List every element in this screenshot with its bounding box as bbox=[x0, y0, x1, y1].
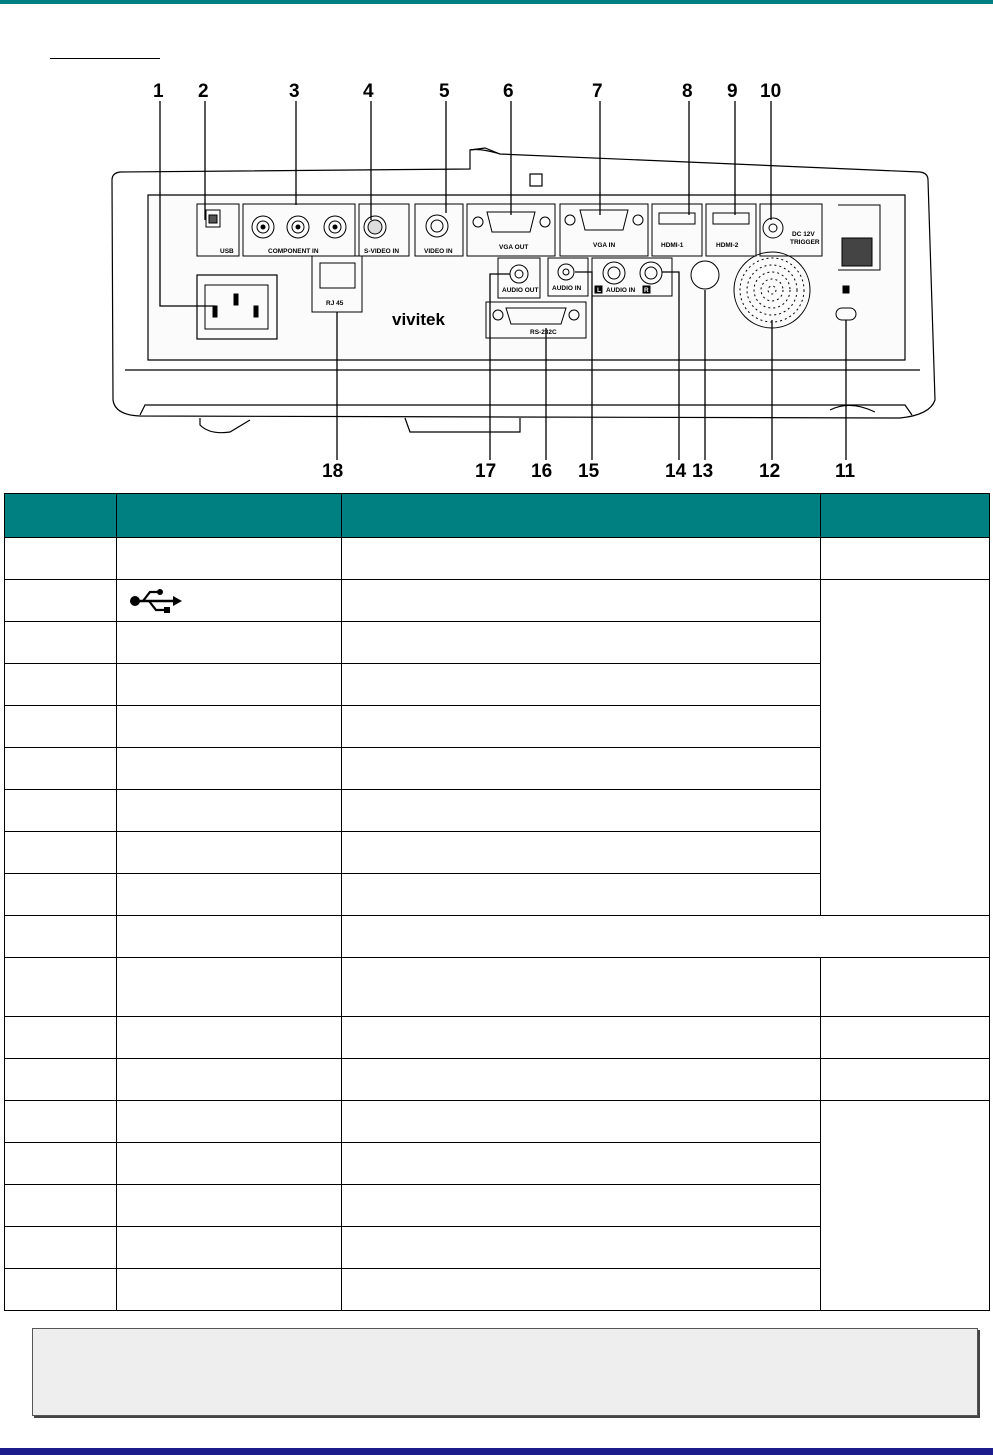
table-header-row bbox=[5, 494, 990, 538]
callout-12: 12 bbox=[759, 461, 781, 482]
brand-logo: vivitek bbox=[392, 310, 445, 329]
usb-icon-cell bbox=[117, 580, 342, 622]
callout-2: 2 bbox=[198, 81, 209, 102]
label-component: COMPONENT IN bbox=[268, 248, 319, 255]
label-dc1: DC 12V bbox=[792, 231, 815, 238]
table-row bbox=[5, 1017, 990, 1059]
header-cell bbox=[342, 494, 821, 538]
callout-4: 4 bbox=[363, 81, 374, 102]
callout-6: 6 bbox=[503, 81, 514, 102]
label-hdmi2: HDMI-2 bbox=[716, 242, 739, 249]
callout-18: 18 bbox=[322, 461, 344, 482]
header-cell bbox=[5, 494, 117, 538]
label-audio-in-lr: AUDIO IN bbox=[606, 287, 636, 294]
callouts-top bbox=[153, 81, 781, 102]
label-vga-in: VGA IN bbox=[593, 242, 616, 249]
callout-8: 8 bbox=[682, 81, 693, 102]
callout-11: 11 bbox=[835, 461, 856, 482]
callout-10: 10 bbox=[760, 81, 782, 102]
table-row bbox=[5, 538, 990, 580]
footer-rule bbox=[0, 1448, 993, 1455]
callout-1: 1 bbox=[153, 81, 164, 102]
callout-9: 9 bbox=[727, 81, 738, 102]
label-lr-left: L bbox=[597, 287, 601, 294]
projector-rear-panel bbox=[0, 70, 993, 490]
ir-receiver bbox=[691, 261, 719, 289]
table-row bbox=[5, 916, 990, 958]
section-heading-underline bbox=[50, 58, 160, 59]
callouts-bottom bbox=[322, 461, 856, 482]
header-cell bbox=[117, 494, 342, 538]
callout-13: 13 bbox=[692, 461, 714, 482]
top-rule bbox=[0, 0, 993, 4]
label-dc2: TRIGGER bbox=[790, 239, 820, 246]
label-vga-out: VGA OUT bbox=[499, 244, 529, 251]
table-row bbox=[5, 580, 990, 622]
label-hdmi1: HDMI-1 bbox=[661, 242, 684, 249]
note-box bbox=[32, 1328, 978, 1416]
label-svideo: S-VIDEO IN bbox=[364, 248, 400, 255]
callout-5: 5 bbox=[439, 81, 450, 102]
label-audio-out: AUDIO OUT bbox=[502, 287, 539, 294]
callout-16: 16 bbox=[531, 461, 553, 482]
callout-17: 17 bbox=[475, 461, 497, 482]
table-row bbox=[5, 1101, 990, 1143]
label-audio-in: AUDIO IN bbox=[552, 285, 582, 292]
label-lr-right: R bbox=[644, 287, 649, 294]
table-row bbox=[5, 1059, 990, 1101]
port-table bbox=[4, 493, 990, 1311]
label-usb: USB bbox=[220, 248, 234, 255]
label-rs232: RS-232C bbox=[530, 329, 557, 336]
label-video: VIDEO IN bbox=[424, 248, 453, 255]
projector-rear-panel-figure bbox=[0, 70, 993, 490]
callout-3: 3 bbox=[289, 81, 300, 102]
callout-7: 7 bbox=[592, 81, 603, 102]
callout-14: 14 bbox=[665, 461, 687, 482]
label-rj45: RJ 45 bbox=[326, 300, 344, 307]
table-row bbox=[5, 958, 990, 1017]
usb-icon bbox=[127, 587, 183, 615]
header-cell bbox=[821, 494, 990, 538]
callout-15: 15 bbox=[578, 461, 600, 482]
